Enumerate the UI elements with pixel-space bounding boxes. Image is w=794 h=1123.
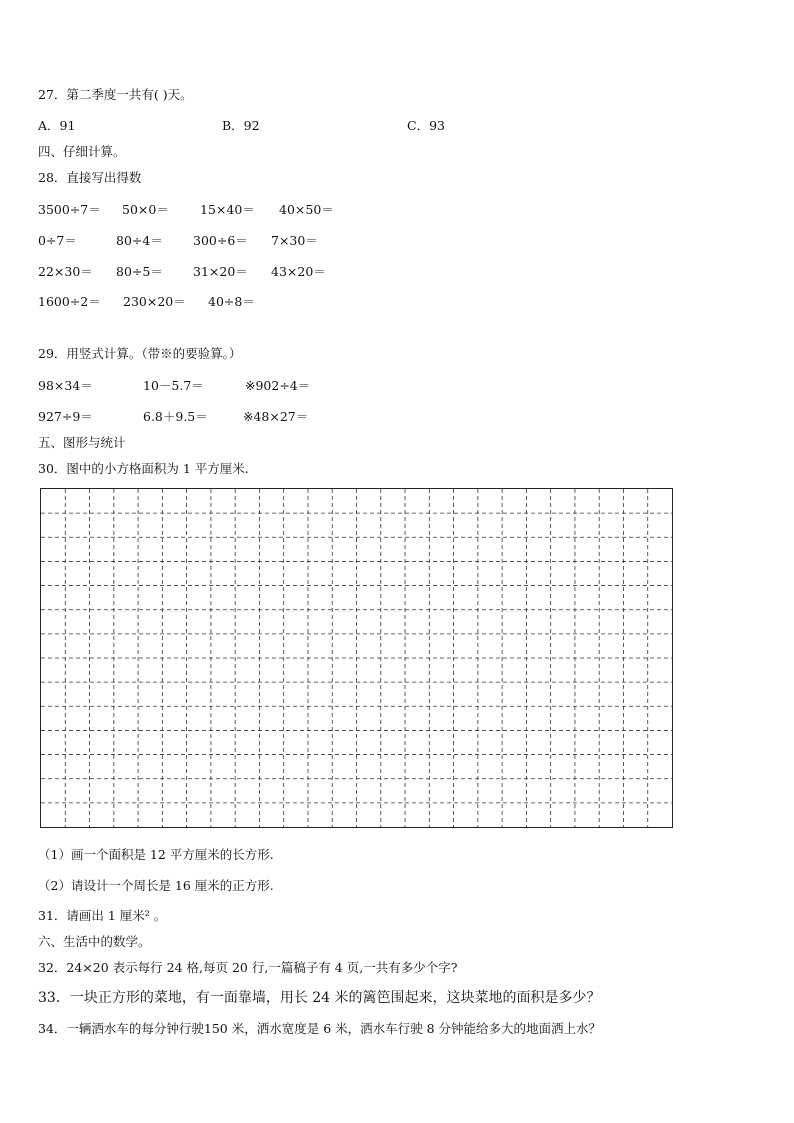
vertical-calc-item: 10－5.7＝ [143, 378, 204, 393]
question-29-title: 29．用竖式计算。（带※的要验算。） [38, 346, 242, 361]
calc-item: 0÷7＝ [38, 233, 77, 248]
section-6-title: 六、生活中的数学。 [38, 934, 151, 949]
vertical-calc-item: ※902÷4＝ [245, 378, 311, 393]
calc-item: 230×20＝ [123, 294, 186, 309]
calc-item: 43×20＝ [271, 264, 326, 279]
vertical-calc-item: ※48×27＝ [243, 409, 309, 424]
section-5-title: 五、图形与统计 [38, 435, 126, 450]
vertical-calc-item: 927÷9＝ [38, 409, 93, 424]
calc-item: 50×0＝ [122, 202, 169, 217]
calc-item: 40÷8＝ [208, 294, 255, 309]
grid-lines [41, 489, 672, 827]
question-31: 31．请画出 1 厘米² 。 [38, 908, 167, 923]
question-32: 32．24×20 表示每行 24 格,每页 20 行,一篇稿子有 4 页,一共有多少个字? [38, 960, 458, 975]
calc-item: 1600÷2＝ [38, 294, 101, 309]
calc-item: 7×30＝ [271, 233, 318, 248]
question-27: 27．第二季度一共有( )天。 [38, 87, 193, 102]
question-28-title: 28．直接写出得数 [38, 170, 142, 185]
option-c: C．93 [407, 118, 445, 133]
vertical-calc-item: 6.8＋9.5＝ [143, 409, 208, 424]
vertical-calc-item: 98×34＝ [38, 378, 93, 393]
question-34: 34．一辆洒水车的每分钟行驶150 米，洒水宽度是 6 米，洒水车行驶 8 分钟能给多大的地面洒上水？ [38, 1021, 602, 1036]
option-a: A．91 [38, 118, 76, 133]
calc-item: 300÷6＝ [193, 233, 248, 248]
option-b: B．92 [222, 118, 260, 133]
question-30-part-2: （2）请设计一个周长是 16 厘米的正方形. [38, 878, 274, 893]
calc-item: 3500÷7＝ [38, 202, 101, 217]
calc-item: 31×20＝ [193, 264, 248, 279]
section-4-title: 四、仔细计算。 [38, 144, 126, 159]
question-33: 33．一块正方形的菜地，有一面靠墙，用长 24 米的篱笆围起来，这块菜地的面积是多少？ [38, 990, 601, 1006]
calc-item: 40×50＝ [279, 202, 334, 217]
calc-item: 22×30＝ [38, 264, 93, 279]
calc-item: 15×40＝ [200, 202, 255, 217]
square-grid [40, 488, 673, 828]
question-30-title: 30．图中的小方格面积为 1 平方厘米. [38, 461, 249, 476]
calc-item: 80÷5＝ [116, 264, 163, 279]
question-30-part-1: （1）画一个面积是 12 平方厘米的长方形. [38, 847, 274, 862]
calc-item: 80÷4＝ [116, 233, 163, 248]
